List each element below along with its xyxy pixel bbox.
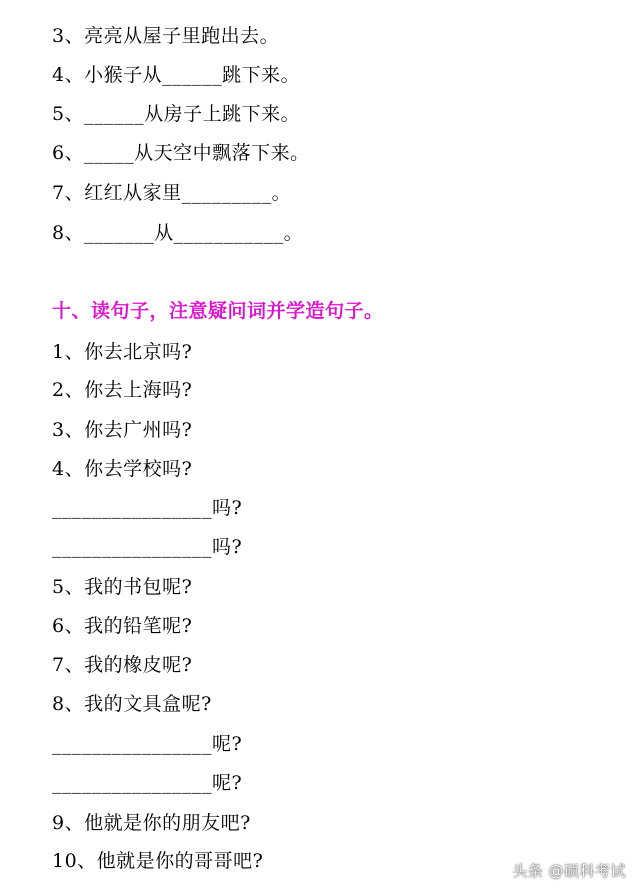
exercise-line-5: 5、______从房子上跳下来。: [52, 103, 301, 125]
section-heading: 十、读句子，注意疑问词并学造句子。: [52, 300, 384, 322]
question-line-1: 1、你去北京吗?: [52, 341, 193, 363]
blank-line-ma-2: ________________吗?: [52, 536, 243, 558]
exercise-line-6: 6、_____从天空中飘落下来。: [52, 142, 310, 164]
question-line-2: 2、你去上海吗?: [52, 379, 193, 401]
question-line-5: 5、我的书包呢?: [52, 576, 193, 598]
question-line-7: 7、我的橡皮呢?: [52, 654, 193, 676]
watermark: 头条 @硕科考试: [512, 862, 626, 880]
blank-line-ne-2: ________________呢?: [52, 772, 243, 794]
question-line-3: 3、你去广州吗?: [52, 419, 193, 441]
exercise-line-4: 4、小猴子从______跳下来。: [52, 64, 301, 86]
question-line-6: 6、我的铅笔呢?: [52, 615, 193, 637]
exercise-line-8: 8、_______从___________。: [52, 222, 304, 244]
question-line-8: 8、我的文具盒呢?: [52, 693, 212, 715]
exercise-line-3: 3、亮亮从屋子里跑出去。: [52, 25, 280, 47]
blank-line-ma-1: ________________吗?: [52, 497, 243, 519]
blank-line-ne-1: ________________呢?: [52, 733, 243, 755]
question-line-10: 10、他就是你的哥哥吧?: [52, 850, 264, 872]
question-line-4: 4、你去学校吗?: [52, 458, 193, 480]
exercise-line-7: 7、红红从家里_________。: [52, 182, 292, 204]
question-line-9: 9、他就是你的朋友吧?: [52, 812, 251, 834]
